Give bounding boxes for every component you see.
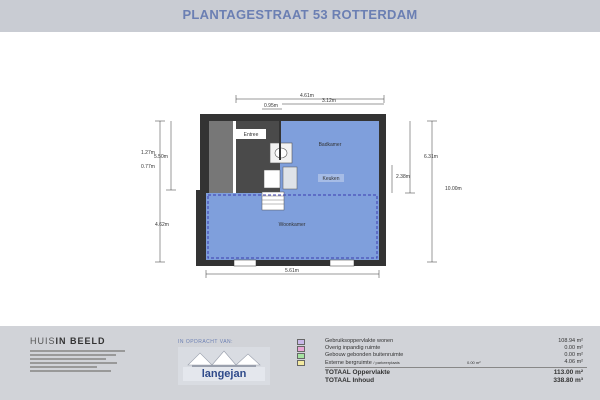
dim-left-small: 0.77m — [141, 164, 155, 170]
wall-top — [200, 114, 384, 121]
legend-label-text: Externe bergruimte — [325, 360, 372, 366]
total-value: 113.00 m² — [553, 369, 583, 376]
client-name: langejan — [183, 367, 265, 381]
logo-small-print — [30, 348, 125, 374]
legend-label: Gebouw gebonden buitenruimte — [325, 352, 404, 358]
logo-suffix: IN BEELD — [55, 336, 106, 346]
dim-bottom: 5.61m — [285, 268, 299, 274]
window-bottom-right — [330, 260, 354, 266]
wall-left-lower — [196, 190, 206, 264]
legend-row — [297, 338, 587, 345]
total-value: 338.80 m³ — [553, 377, 583, 384]
legend-value: 108.94 m² — [558, 338, 583, 344]
dim-right-upper: 6.31m — [424, 154, 438, 160]
kitchen-counter — [283, 167, 297, 189]
dim-right-mid: 2.38m — [396, 174, 410, 180]
dim-right-total: 10.00m — [445, 186, 462, 192]
dim-top-right: 3.12m — [322, 98, 336, 104]
logo-prefix: HUIS — [30, 336, 56, 346]
legend-extra-value: 0.00 m² — [467, 360, 481, 365]
legend-label: Gebruiksoppervlakte wonen — [325, 338, 394, 344]
assigned-by-label: IN OPDRACHT VAN: — [178, 339, 234, 345]
huisinbeeld-logo — [30, 336, 106, 346]
total-row — [297, 369, 587, 377]
header-bar — [0, 0, 600, 32]
room-label-entrance: Entree — [243, 132, 259, 138]
legend-label: Overig inpandig ruimte — [325, 345, 381, 351]
page-title: PLANTAGESTRAAT 53 ROTTERDAM — [182, 7, 418, 22]
legend-label — [325, 359, 400, 367]
legend-swatch — [297, 360, 305, 366]
wall-left-upper — [200, 118, 209, 198]
window-bottom-left — [234, 260, 256, 266]
legend-row — [297, 345, 587, 352]
dim-left-upper: 1.27m — [141, 150, 155, 156]
total-label: TOTAAL Oppervlakte — [325, 369, 391, 376]
total-label: TOTAAL Inhoud — [325, 377, 375, 384]
legend-value: 0.00 m² — [564, 345, 583, 351]
legend-divider — [325, 367, 587, 368]
legend-row — [297, 352, 587, 359]
room-label-bathroom: Badkamer — [318, 142, 342, 148]
total-row — [297, 377, 587, 385]
room-label-kitchen: Keuken — [322, 176, 340, 182]
legend-row — [297, 359, 587, 366]
floor-plan — [0, 32, 600, 326]
dim-top-small: 0.95m — [264, 103, 278, 109]
legend-label-extra: / parkeerplaats — [373, 360, 400, 365]
legend-value: 4.06 m² — [564, 359, 583, 365]
legend-value: 0.00 m² — [564, 352, 583, 358]
wall-right — [379, 114, 386, 266]
stairs-upper — [264, 170, 280, 188]
area-legend — [297, 338, 587, 385]
entrance-floor — [209, 121, 233, 193]
wall-bottom — [196, 260, 386, 266]
room-label-living: Woonkamer — [278, 222, 306, 228]
dim-top-total: 4.61m — [300, 93, 314, 99]
dim-left-mid: 5.50m — [154, 154, 168, 160]
dim-left-lower: 4.62m — [155, 222, 169, 228]
